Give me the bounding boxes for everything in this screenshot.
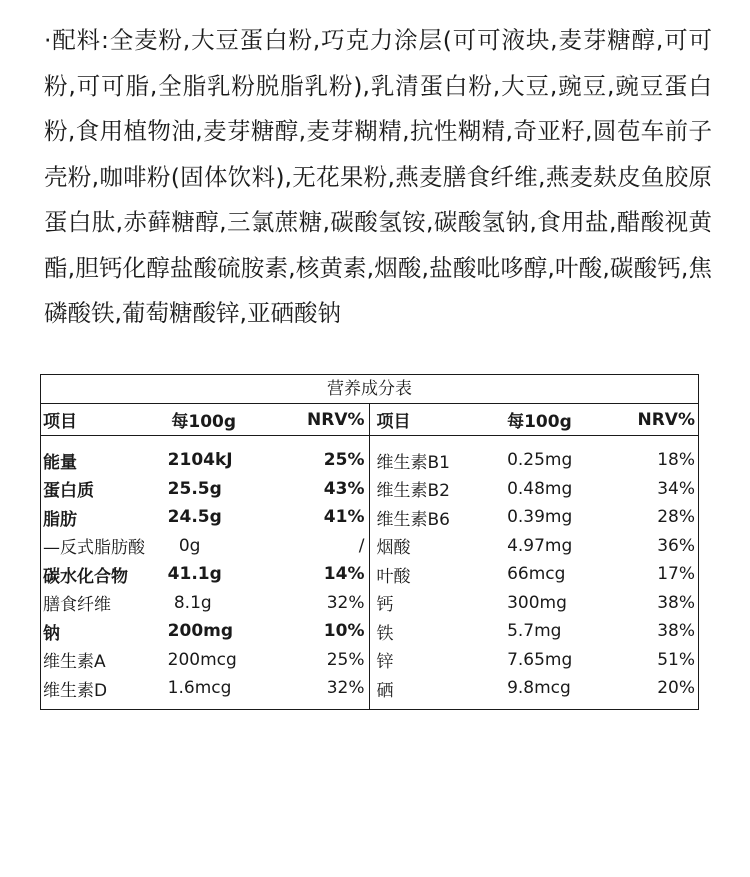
nutrient-value: 0.25mg: [507, 450, 573, 471]
nutrient-nrv: 32%: [326, 592, 365, 613]
nutrient-nrv: 41%: [323, 507, 365, 528]
nutrient-nrv: 14%: [323, 564, 365, 585]
header-item: 项目: [43, 412, 77, 432]
table-row: [370, 532, 699, 561]
table-bottom-pad: [41, 703, 369, 709]
nutrient-name: 膳食纤维: [43, 595, 111, 616]
table-header-row: [41, 404, 369, 436]
nutrient-nrv: 17%: [657, 564, 695, 585]
nutrient-name: 叶酸: [376, 566, 411, 587]
table-row: [370, 503, 699, 532]
table-row: [370, 589, 699, 618]
nutrient-value: 41.1g: [167, 564, 222, 585]
right-rows: [370, 446, 699, 703]
nutrient-nrv: /: [358, 535, 365, 556]
table-row: [370, 475, 699, 504]
nutrient-name: 维生素B1: [376, 452, 450, 473]
nutrient-nrv: 51%: [657, 649, 695, 670]
nutrient-value: 24.5g: [167, 507, 222, 528]
nutrient-name: 碳水化合物: [43, 566, 128, 587]
header-nrv: NRV%: [307, 409, 365, 430]
nutrient-nrv: 36%: [657, 535, 695, 556]
nutrient-name: 烟酸: [376, 538, 411, 559]
nutrient-nrv: 25%: [323, 450, 365, 471]
nutrient-nrv: 28%: [657, 507, 695, 528]
nutrient-name: 维生素A: [43, 652, 106, 673]
nutrient-value: 200mg: [167, 621, 234, 642]
nutrient-name: 维生素B2: [376, 481, 450, 502]
left-rows: [41, 446, 369, 703]
table-row: [41, 617, 369, 646]
nutrient-nrv: 20%: [657, 678, 695, 699]
header-nrv: NRV%: [637, 409, 695, 430]
table-row: [41, 646, 369, 675]
nutrient-nrv: 43%: [323, 478, 365, 499]
nutrient-name: 维生素D: [43, 680, 108, 701]
header-per100g: 每100g: [171, 412, 237, 432]
nutrient-nrv: 38%: [657, 592, 695, 613]
nutrient-nrv: 25%: [326, 649, 365, 670]
nutrient-name: 维生素B6: [376, 509, 450, 530]
nutrient-value: 2104kJ: [167, 450, 233, 471]
nutrient-name: 脂肪: [43, 509, 77, 530]
nutrient-nrv: 18%: [657, 450, 695, 471]
nutrient-value: 66mcg: [507, 564, 566, 585]
table-row: [41, 674, 369, 703]
nutrient-name: 铁: [376, 623, 394, 644]
table-row: [41, 589, 369, 618]
nutrient-name: 锌: [376, 652, 394, 673]
nutrition-right-column: [370, 404, 699, 709]
nutrient-value: 7.65mg: [507, 649, 573, 670]
nutrient-nrv: 10%: [323, 621, 365, 642]
nutrition-table: [40, 374, 699, 710]
nutrient-nrv: 32%: [326, 678, 365, 699]
table-row: [41, 475, 369, 504]
nutrition-table-body: [41, 404, 698, 709]
ingredients-text: ·配料:全麦粉,大豆蛋白粉,巧克力涂层(可可液块,麦芽糖醇,可可粉,可可脂,全脂乳粉脱脂乳粉),乳清蛋白粉,大豆,豌豆,豌豆蛋白粉,食用植物油,麦芽糖醇,麦芽糊精,抗性糊精,奇亚籽,圆苞车前子壳粉,咖啡粉(固体饮料),无花果粉,燕麦膳食纤维,燕麦麸皮鱼胶原蛋白肽,赤藓糖醇,三氯蔗糖,碳酸氢铵,碳酸氢钠,食用盐,醋酸视黄酯,胆钙化醇盐酸硫胺素,核黄素,烟酸,盐酸吡哆醇,叶酸,碳酸钙,焦磷酸铁,葡萄糖酸锌,亚硒酸钠: [44, 26, 712, 327]
nutrient-nrv: 38%: [657, 621, 695, 642]
table-row: [41, 446, 369, 475]
nutrient-value: 0.39mg: [507, 507, 573, 528]
nutrition-left-column: [41, 404, 370, 709]
nutrient-name: 硒: [376, 680, 394, 701]
header-per100g: 每100g: [507, 412, 572, 432]
table-header-row: [370, 404, 699, 436]
nutrient-nrv: 34%: [657, 478, 695, 499]
nutrient-value: 4.97mg: [507, 535, 573, 556]
header-item: 项目: [376, 412, 411, 432]
nutrition-table-title: 营养成分表: [41, 375, 698, 404]
nutrient-value: 0.48mg: [507, 478, 573, 499]
nutrient-name: 蛋白质: [43, 481, 94, 502]
nutrient-value: 25.5g: [167, 478, 222, 499]
table-row: [370, 446, 699, 475]
nutrient-name: 钠: [43, 623, 60, 644]
nutrient-value: 1.6mcg: [167, 678, 232, 699]
table-row: [370, 646, 699, 675]
table-row: [370, 617, 699, 646]
nutrient-name: —反式脂肪酸: [43, 538, 145, 559]
nutrient-name: 钙: [376, 595, 394, 616]
table-row: [370, 674, 699, 703]
nutrient-value: 200mcg: [167, 649, 237, 670]
nutrient-value: 9.8mcg: [507, 678, 571, 699]
nutrient-value: 300mg: [507, 592, 567, 613]
table-row: [370, 560, 699, 589]
nutrient-name: 能量: [43, 452, 77, 473]
nutrient-value: 8.1g: [173, 592, 212, 613]
nutrient-value: 5.7mg: [507, 621, 562, 642]
table-row: [41, 560, 369, 589]
table-row: [41, 532, 369, 561]
table-row: [41, 503, 369, 532]
nutrient-value: 0g: [178, 535, 201, 556]
table-bottom-pad: [370, 703, 699, 709]
